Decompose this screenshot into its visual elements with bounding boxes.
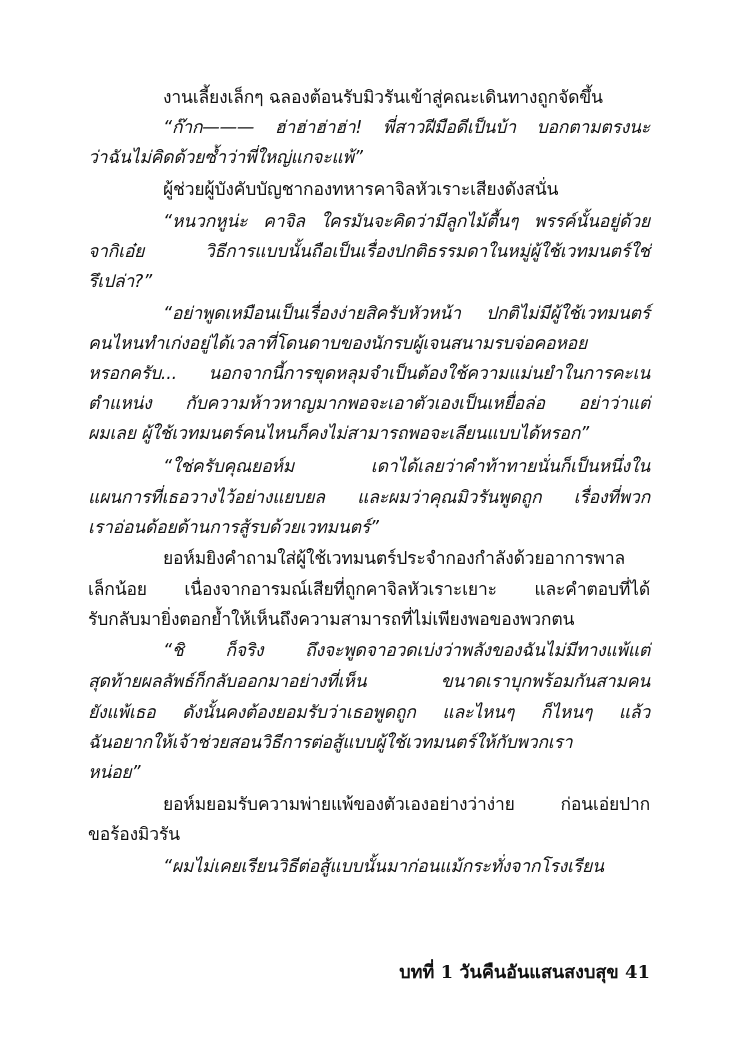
paragraph-first-line: “ชิ ก็จริง ถึงจะพูดจาอวดเบ่งว่าพลังของฉันไม่มีทางแพ้แต่ xyxy=(163,641,650,661)
paragraph-line: ยังแพ้เธอ ดังนั้นคงต้องยอมรับว่าเธอพูดถูก และไหนๆ ก็ไหนๆ แล้ว xyxy=(88,703,650,723)
paragraph-first-line: “หนวกหูน่ะ คาจิล ใครมันจะคิดว่ามีลูกไม้ตื้นๆ พรรค์นั้นอยู่ด้วย xyxy=(163,212,650,232)
paragraph-first-line: “ใช่ครับคุณยอห์ม เดาได้เลยว่าคำท้าทายนั่นก็เป็นหนึ่งใน xyxy=(163,457,650,477)
paragraph-line: จากิเอ๋ย วิธีการแบบนั้นถือเป็นเรื่องปกติธรรมดาในหมู่ผู้ใช้เวทมนตร์ใช่ xyxy=(88,242,650,262)
paragraph-first-line: งานเลี้ยงเล็กๆ ฉลองต้อนรับมิวรันเข้าสู่คณะเดินทางถูกจัดขึ้น xyxy=(163,88,603,108)
paragraph-line: เราอ่อนด้อยด้านการสู้รบด้วยเวทมนตร์” xyxy=(88,518,379,538)
paragraph-first-line: “ผมไม่เคยเรียนวิธีต่อสู้แบบนั้นมาก่อนแม้กระทั่งจากโรงเรียน xyxy=(163,857,604,877)
paragraph-line: รึเปล่า?” xyxy=(88,272,152,292)
paragraph-first-line: “ก๊าก——— ฮ่าฮ่าฮ่าฮ่า! พี่สาวฝีมือดีเป็นบ้า บอกตามตรงนะ xyxy=(163,118,650,138)
paragraph-line: ขอร้องมิวรัน xyxy=(88,825,180,845)
paragraph-line: หรอกครับ... นอกจากนี้การขุดหลุมจำเป็นต้องใช้ความแม่นยำในการคะเน xyxy=(88,364,650,384)
paragraph-first-line: ผู้ช่วยผู้บังคับบัญชากองทหารคาจิลหัวเราะเสียงดังสนั่น xyxy=(163,180,559,200)
paragraph-line: คนไหนทำเก่งอยู่ได้เวลาที่โดนดาบของนักรบผู้เจนสนามรบจ่อคอหอย xyxy=(88,334,588,354)
paragraph-line: สุดท้ายผลลัพธ์ก็กลับออกมาอย่างที่เห็น ขนาดเราบุกพร้อมกันสามคน xyxy=(88,672,650,692)
paragraph-line: ว่าฉันไม่คิดด้วยซ้ำว่าพี่ใหญ่แกจะแพ้” xyxy=(88,148,363,168)
paragraph-line: เล็กน้อย เนื่องจากอารมณ์เสียที่ถูกคาจิลหัวเราะเยาะ และคำตอบที่ได้ xyxy=(88,580,650,600)
paragraph-line: หน่อย” xyxy=(88,763,141,783)
paragraph-line: รับกลับมายิ่งตอกย้ำให้เห็นถึงความสามารถที่ไม่เพียงพอของพวกตน xyxy=(88,610,575,630)
paragraph-first-line: ยอห์มยอมรับความพ่ายแพ้ของตัวเองอย่างว่าง่าย ก่อนเอ่ยปาก xyxy=(163,795,650,815)
page-footer-running-head: บทที่ 1 วันคืนอันแสนสงบสุข 41 xyxy=(399,962,650,983)
paragraph-line: ฉันอยากให้เจ้าช่วยสอนวิธีการต่อสู้แบบผู้ใช้เวทมนตร์ให้กับพวกเรา xyxy=(88,733,573,753)
paragraph-first-line: “อย่าพูดเหมือนเป็นเรื่องง่ายสิครับหัวหน้า ปกติไม่มีผู้ใช้เวทมนตร์ xyxy=(163,304,650,324)
paragraph-line: ผมเลย ผู้ใช้เวทมนตร์คนไหนก็คงไม่สามารถพอจะเลียนแบบได้หรอก” xyxy=(88,424,590,444)
paragraph-first-line: ยอห์มยิงคำถามใส่ผู้ใช้เวทมนตร์ประจำกองกำลังด้วยอาการพาล xyxy=(163,549,626,569)
paragraph-line: ตำแหน่ง กับความห้าวหาญมากพอจะเอาตัวเองเป็นเหยื่อล่อ อย่าว่าแต่ xyxy=(88,394,650,414)
paragraph-line: แผนการที่เธอวางไว้อย่างแยบยล และผมว่าคุณมิวรันพูดถูก เรื่องที่พวก xyxy=(88,488,650,508)
